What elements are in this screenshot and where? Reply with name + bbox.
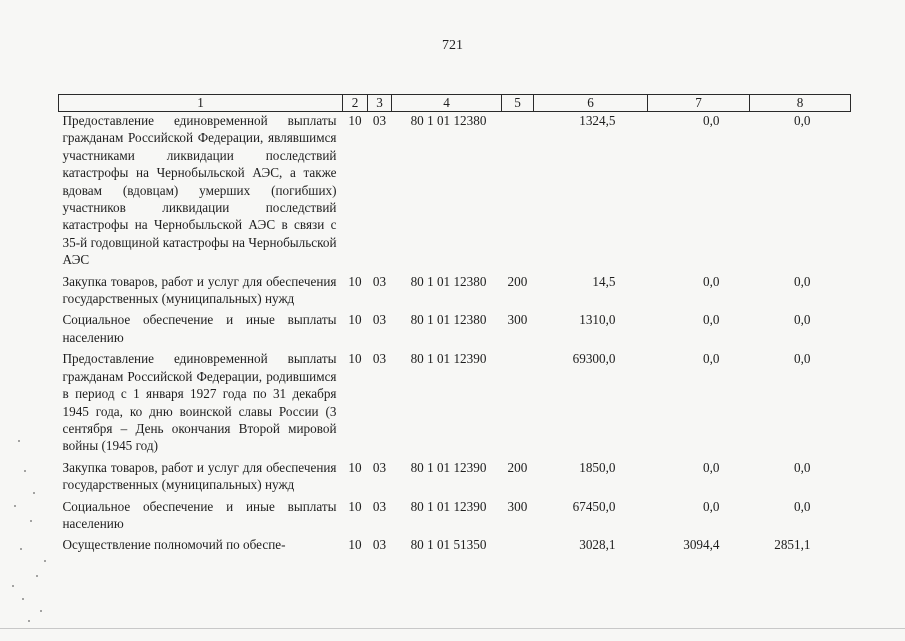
- amount-col-7: 0,0: [703, 459, 720, 475]
- subsection-code: 03: [372, 273, 387, 289]
- target-article-code: 80 1 01 12380: [410, 312, 487, 328]
- scan-speck: [40, 610, 42, 612]
- target-article-code: 80 1 01 51350: [410, 537, 487, 553]
- column-header-2: 2: [343, 95, 368, 112]
- table-row: [59, 311, 851, 346]
- amount-col-8: 0,0: [794, 459, 811, 475]
- target-article-code: 80 1 01 12380: [410, 273, 487, 289]
- amount-col-8: 0,0: [794, 273, 811, 289]
- column-header-6: 6: [534, 95, 648, 112]
- amount-col-8: 0,0: [794, 312, 811, 328]
- amount-col-6: 14,5: [592, 273, 616, 289]
- scan-speck: [33, 492, 35, 494]
- amount-col-6: 67450,0: [572, 498, 616, 514]
- expense-type-code: 300: [507, 498, 528, 514]
- expense-type-code: 200: [507, 459, 528, 475]
- section-code: 10: [348, 273, 362, 289]
- amount-col-7: 0,0: [703, 113, 720, 128]
- scan-speck: [14, 505, 16, 507]
- subsection-code: 03: [372, 498, 387, 514]
- amount-col-6: 3028,1: [579, 537, 616, 553]
- subsection-code: 03: [372, 537, 387, 553]
- amount-col-7: 0,0: [703, 351, 720, 367]
- expense-type-code: [502, 536, 534, 553]
- page-bottom-edge: [0, 628, 905, 641]
- section-code: 10: [348, 312, 362, 328]
- subsection-code: 03: [372, 351, 387, 367]
- subsection-code: 03: [372, 312, 387, 328]
- table-row: [59, 112, 851, 269]
- column-header-4: 4: [392, 95, 502, 112]
- header-row: [59, 95, 851, 112]
- amount-col-8: 0,0: [794, 351, 811, 367]
- table-row: [59, 350, 851, 454]
- column-header-7: 7: [648, 95, 750, 112]
- row-description: Закупка товаров, работ и услуг для обеспечения государственных (муниципальных) нужд: [62, 459, 337, 493]
- section-code: 10: [348, 459, 362, 475]
- scan-speck: [28, 620, 30, 622]
- expense-type-code: 300: [507, 312, 528, 328]
- subsection-code: 03: [372, 113, 387, 128]
- target-article-code: 80 1 01 12390: [410, 351, 487, 367]
- budget-table: [58, 94, 851, 554]
- amount-col-7: 0,0: [703, 273, 720, 289]
- scan-speck: [18, 440, 20, 442]
- amount-col-6: 1310,0: [579, 312, 616, 328]
- table-row: [59, 273, 851, 308]
- column-header-5: 5: [502, 95, 534, 112]
- section-code: 10: [348, 351, 362, 367]
- section-code: 10: [348, 498, 362, 514]
- row-description: Социальное обеспечение и иные выплаты населению: [62, 312, 337, 345]
- amount-col-7: 0,0: [703, 312, 720, 328]
- expense-type-code: [502, 350, 534, 454]
- scan-speck: [44, 560, 46, 562]
- amount-col-7: 3094,4: [683, 537, 720, 553]
- section-code: 10: [348, 537, 362, 553]
- row-description: Социальное обеспечение и иные выплаты населению: [62, 498, 337, 531]
- table-row: [59, 459, 851, 494]
- section-code: 10: [348, 113, 362, 128]
- scan-speck: [20, 548, 22, 550]
- row-description: Предоставление единовременной выплаты гражданам Российской Федерации, родившимся в период с 1 января 1927 года по 31 декабря 1945 года, ко дню воинской славы России (3 сентября – День окончания Второй мировой войны (1945 год): [62, 351, 337, 454]
- target-article-code: 80 1 01 12390: [410, 459, 487, 475]
- scan-speck: [30, 520, 32, 522]
- target-article-code: 80 1 01 12380: [410, 113, 487, 128]
- page-number: 721: [442, 38, 463, 53]
- scan-speck: [36, 575, 38, 577]
- column-header-8: 8: [750, 95, 851, 112]
- amount-col-6: 1850,0: [579, 459, 616, 475]
- amount-col-8: 2851,1: [774, 537, 811, 553]
- table-row: [59, 536, 851, 553]
- scan-speck: [24, 470, 26, 472]
- subsection-code: 03: [372, 459, 387, 475]
- table-row: [59, 498, 851, 533]
- scan-speck: [22, 598, 24, 600]
- amount-col-6: 69300,0: [572, 351, 616, 367]
- amount-col-8: 0,0: [794, 113, 811, 128]
- amount-col-8: 0,0: [794, 498, 811, 514]
- table-body: [59, 112, 851, 554]
- row-description: Предоставление единовременной выплаты гражданам Российской Федерации, являвшимся участниками ликвидации последствий катастрофы на Чернобыльской АЭС, а также вдовам (вдовцам) умерших (погибших) участников ликвидации последствий катастрофы на Чернобыльской АЭС в связи с 35-й годовщиной катастрофы на Чернобыльской АЭС: [62, 113, 337, 268]
- expense-type-code: 200: [507, 273, 528, 289]
- column-header-3: 3: [368, 95, 392, 112]
- amount-col-6: 1324,5: [579, 113, 616, 128]
- row-description: Осуществление полномочий по обеспе-: [62, 537, 286, 553]
- expense-type-code: [502, 112, 534, 269]
- amount-col-7: 0,0: [703, 498, 720, 514]
- target-article-code: 80 1 01 12390: [410, 498, 487, 514]
- row-description: Закупка товаров, работ и услуг для обеспечения государственных (муниципальных) нужд: [62, 273, 337, 307]
- scan-speck: [12, 585, 14, 587]
- column-header-1: 1: [59, 95, 343, 112]
